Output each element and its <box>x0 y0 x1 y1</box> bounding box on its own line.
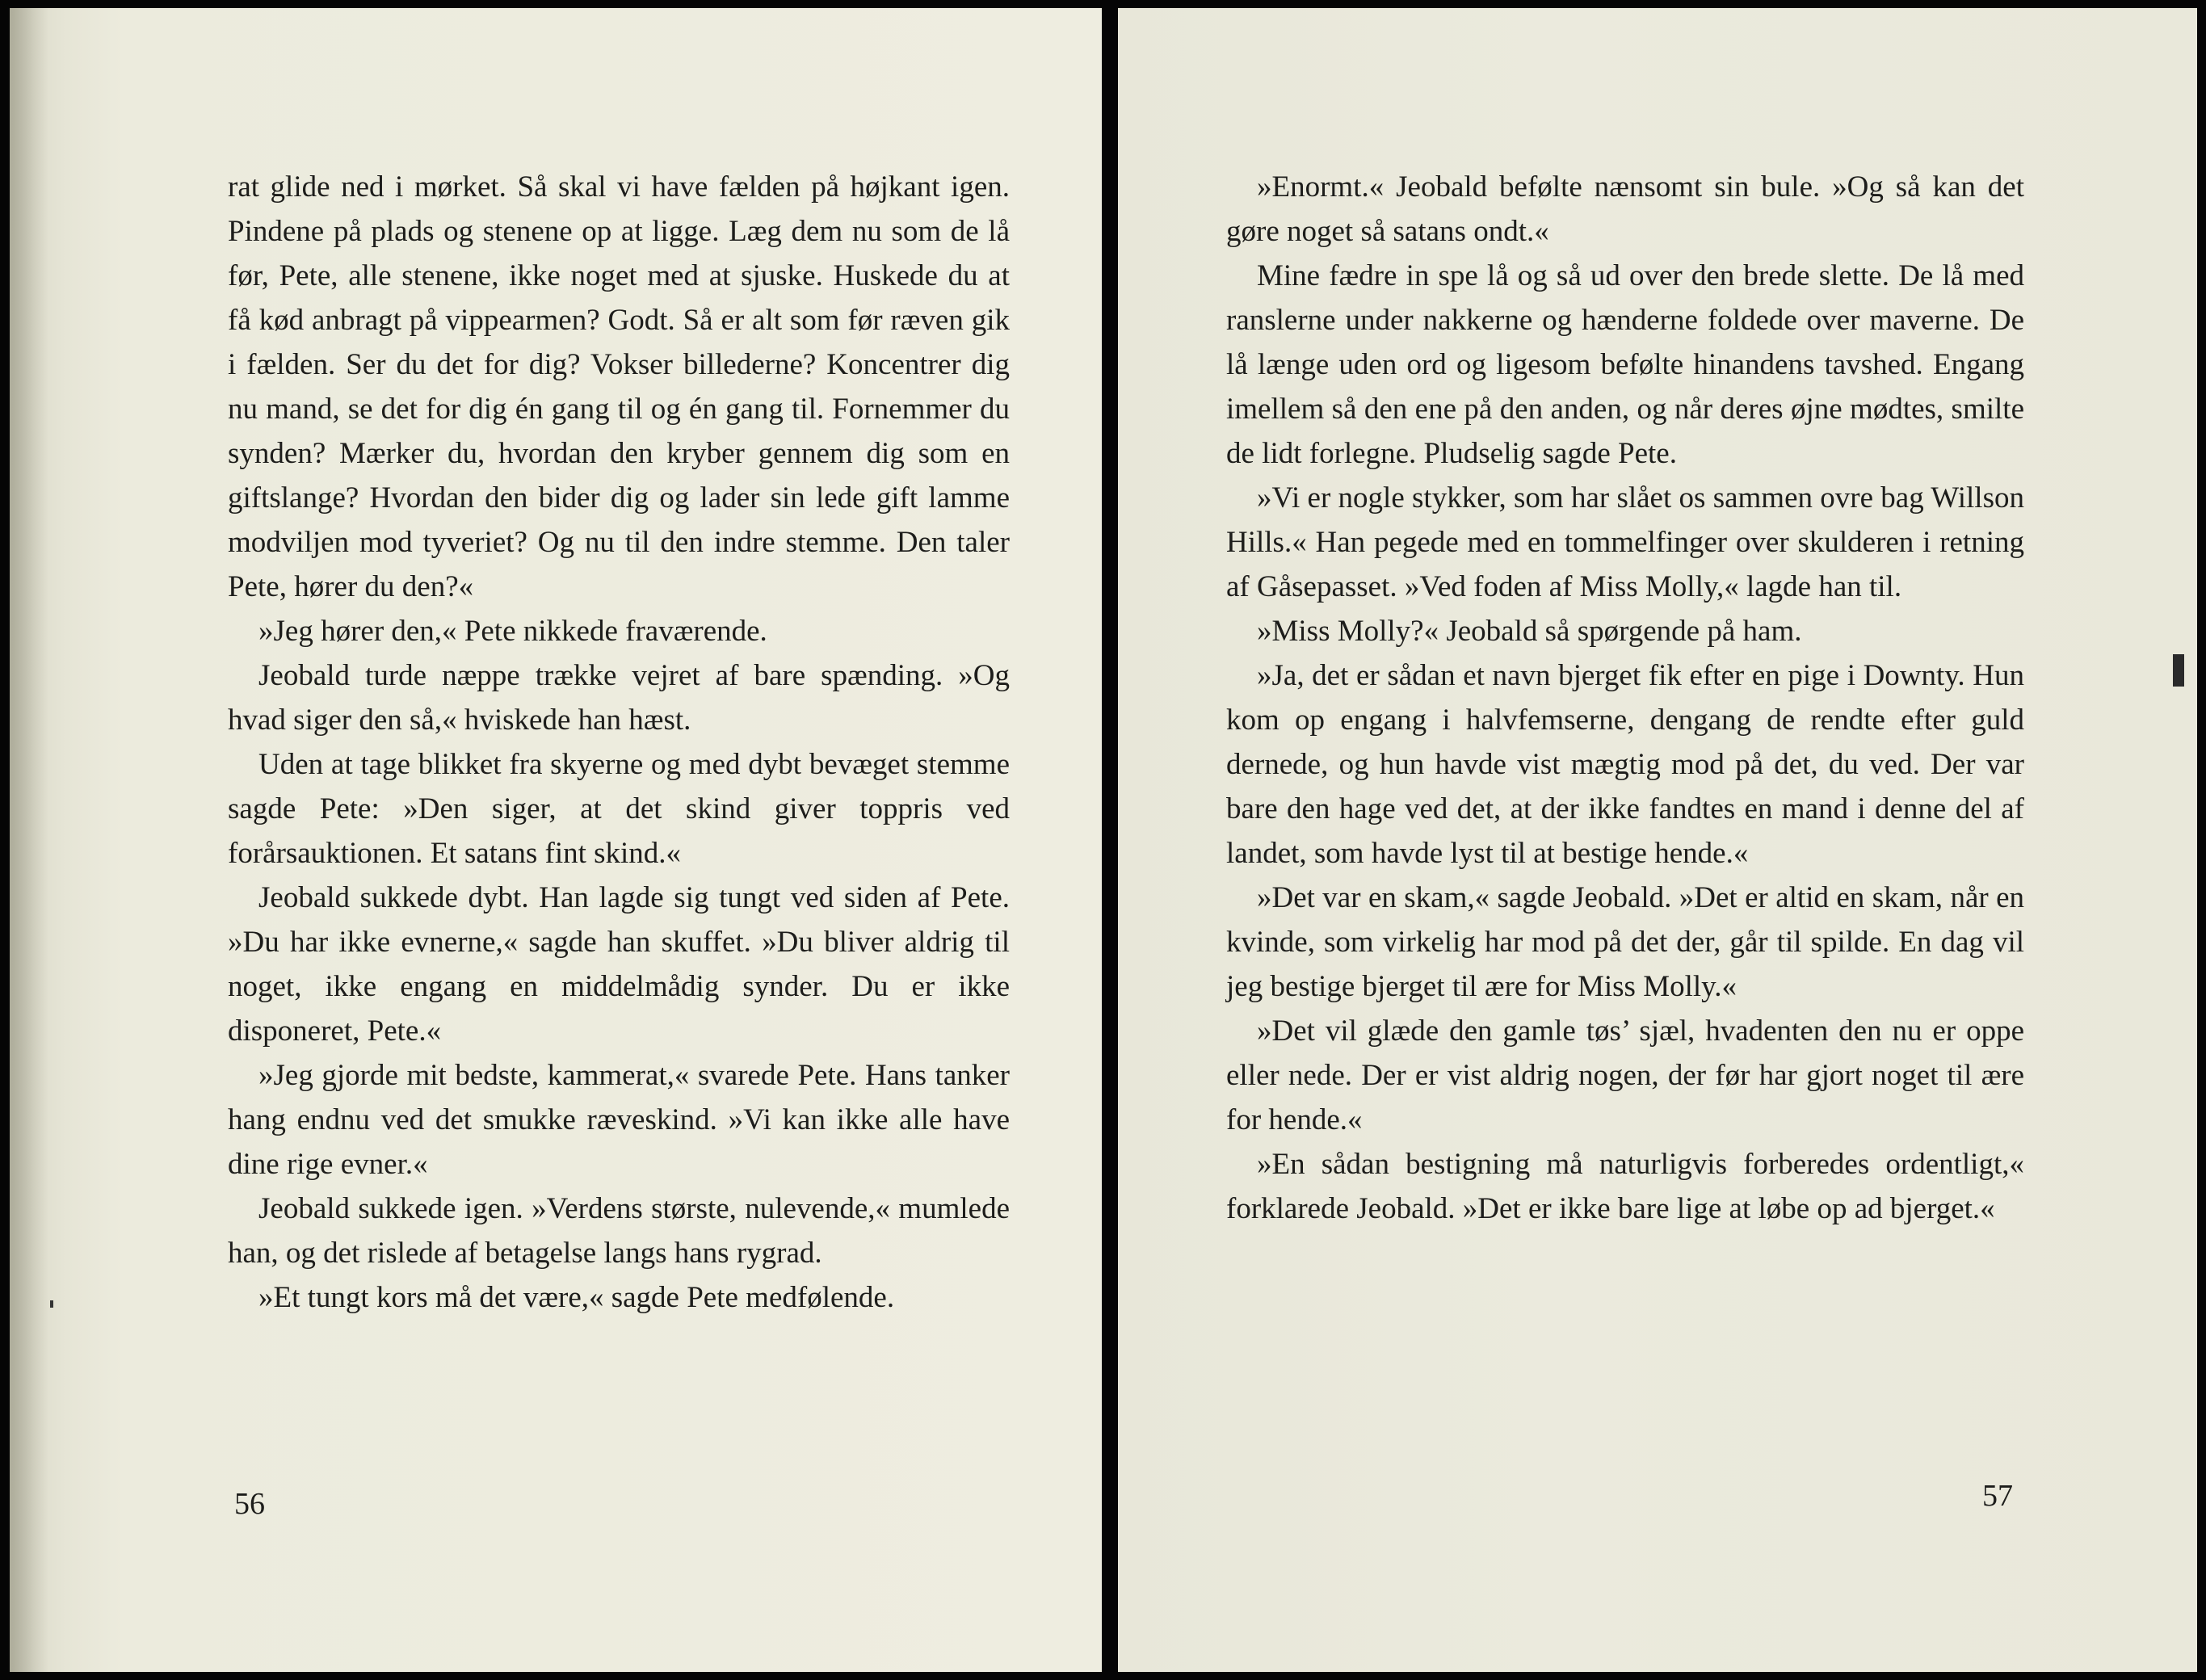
paragraph: Mine fædre in spe lå og så ud over den brede slette. De lå med ranslerne under nakkerne og hænderne foldede over maverne. De lå længe uden ord og ligesom befølte hinandens tavshed. Engang imellem så den ene på den anden, og når deres øjne mødtes, smilte de lidt forlegne. Pludselig sagde Pete. <box>1226 259 2024 470</box>
paragraph: »Vi er nogle stykker, som har slået os sammen ovre bag Willson Hills.« Han pegede med en tommelfinger over skulderen i retning af Gåsepasset. »Ved foden af Miss Molly,« lagde han til. <box>1226 481 2024 603</box>
left-page <box>10 8 1102 1672</box>
paragraph: Uden at tage blikket fra skyerne og med dybt bevæget stemme sagde Pete: »Den siger, at det skind giver toppris ved forårsauktionen. Et satans fint skind.« <box>228 748 1010 870</box>
paragraph: »En sådan bestigning må naturligvis forberedes ordentligt,« forklarede Jeobald. »Det er ikke bare lige at løbe op ad bjerget.« <box>1226 1148 2024 1225</box>
paragraph: »Det vil glæde den gamle tøs’ sjæl, hvadenten den nu er oppe eller nede. Der er vist aldrig nogen, der før har gjort noget til ære for hende.« <box>1226 1014 2024 1136</box>
paragraph: »Enormt.« Jeobald befølte nænsomt sin bule. »Og så kan det gøre noget så satans ondt.« <box>1226 170 2024 248</box>
paragraph: »Det var en skam,« sagde Jeobald. »Det er altid en skam, når en kvinde, som virkelig har mod på det der, går til spilde. En dag vil jeg bestige bjerget til ære for Miss Molly.« <box>1226 881 2024 1003</box>
print-speck <box>2173 654 2184 687</box>
paragraph: Jeobald turde næppe trække vejret af bare spænding. »Og hvad siger den så,« hviskede han hæst. <box>228 659 1010 737</box>
paragraph: Jeobald sukkede igen. »Verdens største, nulevende,« mumlede han, og det rislede af betagelse langs hans rygrad. <box>228 1192 1010 1270</box>
paragraph: »Miss Molly?« Jeobald så spørgende på ham. <box>1257 615 1802 648</box>
page-number: 56 <box>234 1487 265 1521</box>
print-speck <box>50 1300 53 1308</box>
paragraph: »Jeg gjorde mit bedste, kammerat,« svarede Pete. Hans tanker hang endnu ved det smukke ræveskind. »Vi kan ikke alle have dine rige evner.« <box>228 1059 1010 1181</box>
paragraph: rat glide ned i mørket. Så skal vi have fælden på højkant igen. Pindene på plads og stenene op at ligge. Læg dem nu som de lå før, Pete, alle stenene, ikke noget med at sjuske. Huskede du at få kød anbragt på vippearmen? Godt. Så er alt som før ræven gik i fælden. Ser du det for dig? Vokser billederne? Koncentrer dig nu mand, se det for dig én gang til og én gang til. Fornemmer du synden? Mærker du, hvordan den kryber gennem dig som en giftslange? Hvordan den bider dig og lader sin lede gift lamme modviljen mod tyveriet? Og nu til den indre stemme. Den taler Pete, hører du den?« <box>228 170 1010 603</box>
right-page <box>1118 8 2197 1672</box>
paragraph: »Jeg hører den,« Pete nikkede fraværende. <box>258 615 767 648</box>
paragraph: »Ja, det er sådan et navn bjerget fik efter en pige i Downty. Hun kom op engang i halvfemserne, dengang de rendte efter guld dernede, og hun havde vist mægtig mod på det, du ved. Der var bare den hage ved det, at der ikke fandtes en mand i denne del af landet, som havde lyst til at bestige hende.« <box>1226 659 2024 870</box>
right-page-text <box>1226 165 2024 1231</box>
left-page-text <box>228 165 1010 1320</box>
page-number: 57 <box>1982 1479 2013 1513</box>
paragraph: Jeobald sukkede dybt. Han lagde sig tungt ved siden af Pete. »Du har ikke evnerne,« sagde han skuffet. »Du bliver aldrig til noget, ikke engang en middelmådig synder. Du er ikke disponeret, Pete.« <box>228 881 1010 1048</box>
paragraph: »Et tungt kors må det være,« sagde Pete medfølende. <box>258 1281 895 1314</box>
